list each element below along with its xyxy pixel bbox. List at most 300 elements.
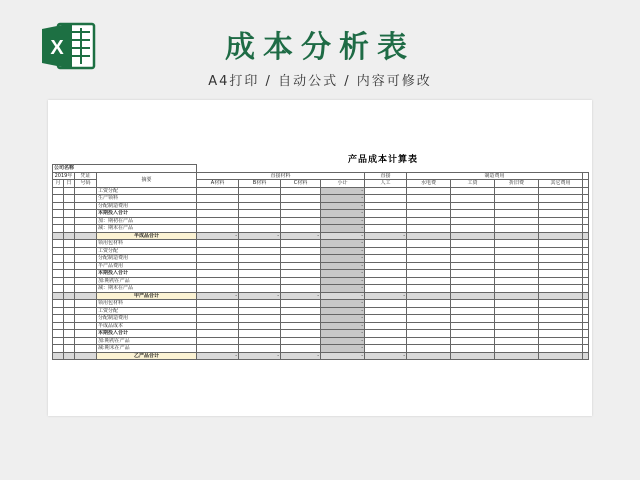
table-cell: [64, 195, 75, 203]
table-cell: [53, 232, 64, 240]
table-row: [53, 330, 589, 338]
total-label: 乙产品合计: [97, 352, 197, 360]
table-cell: [197, 330, 239, 338]
table-cell: [583, 202, 589, 210]
table-cell: [64, 210, 75, 218]
table-cell: [365, 247, 407, 255]
row-label: 加：期初在产品: [97, 217, 197, 225]
table-cell: [281, 240, 321, 248]
table-cell: [583, 285, 589, 293]
table-cell: [53, 322, 64, 330]
row-label: 分配制造费用: [97, 315, 197, 323]
table-cell: [365, 307, 407, 315]
table-cell: [281, 345, 321, 353]
table-cell: [281, 307, 321, 315]
table-cell: [281, 315, 321, 323]
row-label: 分配制造费用: [97, 202, 197, 210]
table-cell: [239, 307, 281, 315]
subtotal-cell: -: [321, 247, 365, 255]
table-cell: [365, 315, 407, 323]
table-row: [53, 195, 589, 203]
table-cell: [407, 352, 451, 360]
table-cell: [539, 337, 583, 345]
table-cell: [365, 277, 407, 285]
total-row: [53, 232, 589, 240]
table-cell: [407, 315, 451, 323]
table-cell: [64, 315, 75, 323]
table-cell: [583, 195, 589, 203]
table-cell: [583, 255, 589, 263]
table-cell: [539, 202, 583, 210]
table-cell: [451, 307, 495, 315]
table-cell: [281, 330, 321, 338]
table-cell: [281, 277, 321, 285]
row-label: 生产领料: [97, 195, 197, 203]
table-cell: [451, 225, 495, 233]
table-cell: [495, 187, 539, 195]
table-cell: [64, 225, 75, 233]
total-cell: -: [365, 232, 407, 240]
table-cell: [495, 210, 539, 218]
table-cell: [495, 225, 539, 233]
total-cell: -: [365, 352, 407, 360]
table-cell: [281, 337, 321, 345]
row-label: 减：期末在产品: [97, 285, 197, 293]
table-cell: [495, 240, 539, 248]
total-label: 甲产品合计: [97, 292, 197, 300]
table-row: [53, 277, 589, 285]
total-cell: -: [239, 232, 281, 240]
table-cell: [407, 345, 451, 353]
subtotal-cell: -: [321, 187, 365, 195]
table-cell: [451, 217, 495, 225]
table-cell: [75, 255, 97, 263]
table-cell: [539, 225, 583, 233]
table-cell: [64, 322, 75, 330]
table-cell: [451, 330, 495, 338]
table-cell: [583, 337, 589, 345]
table-cell: [53, 307, 64, 315]
table-cell: [495, 315, 539, 323]
table-cell: [64, 277, 75, 285]
table-cell: [75, 307, 97, 315]
table-cell: [365, 202, 407, 210]
table-cell: [407, 270, 451, 278]
table-cell: [365, 187, 407, 195]
table-cell: [281, 285, 321, 293]
table-cell: [197, 307, 239, 315]
table-row: [53, 255, 589, 263]
table-cell: [239, 337, 281, 345]
subtotal-cell: -: [321, 337, 365, 345]
subtotal-cell: -: [321, 255, 365, 263]
row-label: 本期投入合计: [97, 330, 197, 338]
header-voucher-1: 凭证: [75, 172, 97, 180]
total-cell: -: [365, 292, 407, 300]
table-cell: [583, 277, 589, 285]
table-cell: [539, 270, 583, 278]
table-cell: [53, 210, 64, 218]
table-cell: [281, 255, 321, 263]
table-cell: [75, 270, 97, 278]
table-cell: [539, 315, 583, 323]
header-day: 日: [64, 180, 75, 188]
table-cell: [239, 225, 281, 233]
header-material-b: B材料: [239, 180, 281, 188]
table-cell: [64, 300, 75, 308]
table-cell: [75, 247, 97, 255]
table-cell: [365, 210, 407, 218]
row-label: 加:期初在产品: [97, 277, 197, 285]
table-cell: [539, 210, 583, 218]
total-cell: -: [321, 292, 365, 300]
table-cell: [197, 202, 239, 210]
table-cell: [407, 247, 451, 255]
table-cell: [365, 300, 407, 308]
table-cell: [197, 337, 239, 345]
table-cell: [451, 247, 495, 255]
table-cell: [239, 330, 281, 338]
table-cell: [53, 352, 64, 360]
table-cell: [64, 255, 75, 263]
row-label: 半产品费用: [97, 262, 197, 270]
table-cell: [495, 247, 539, 255]
table-cell: [407, 330, 451, 338]
subtotal-cell: -: [321, 225, 365, 233]
table-cell: [407, 217, 451, 225]
table-cell: [583, 247, 589, 255]
cost-table: [52, 164, 589, 360]
table-cell: [583, 262, 589, 270]
page-title: 成本分析表: [225, 30, 415, 65]
table-row: [53, 270, 589, 278]
table-cell: [64, 187, 75, 195]
table-cell: [495, 292, 539, 300]
table-cell: [495, 262, 539, 270]
table-cell: [539, 187, 583, 195]
table-cell: [53, 285, 64, 293]
table-cell: [365, 217, 407, 225]
table-cell: [407, 195, 451, 203]
table-cell: [53, 277, 64, 285]
table-cell: [53, 240, 64, 248]
table-cell: [197, 285, 239, 293]
table-cell: [75, 277, 97, 285]
sheet-title: 产品成本计算表: [348, 155, 419, 165]
table-cell: [495, 300, 539, 308]
table-cell: [495, 270, 539, 278]
table-cell: [197, 262, 239, 270]
table-cell: [239, 285, 281, 293]
header-subtotal: 小计: [321, 180, 365, 188]
table-row: [53, 307, 589, 315]
table-cell: [75, 352, 97, 360]
table-cell: [53, 270, 64, 278]
year-label: 2019年: [53, 172, 75, 180]
table-cell: [539, 322, 583, 330]
header-summary: 摘要: [97, 172, 197, 187]
table-cell: [239, 217, 281, 225]
table-cell: [281, 225, 321, 233]
table-cell: [495, 217, 539, 225]
table-row: [53, 225, 589, 233]
table-cell: [583, 330, 589, 338]
table-cell: [407, 240, 451, 248]
table-cell: [495, 285, 539, 293]
table-cell: [583, 232, 589, 240]
table-cell: [197, 225, 239, 233]
total-cell: -: [281, 352, 321, 360]
table-cell: [64, 240, 75, 248]
table-cell: [239, 210, 281, 218]
table-row: [53, 217, 589, 225]
table-cell: [583, 315, 589, 323]
table-cell: [53, 330, 64, 338]
table-row: [53, 337, 589, 345]
table-cell: [239, 277, 281, 285]
subtotal-cell: -: [321, 315, 365, 323]
table-cell: [583, 240, 589, 248]
table-cell: [495, 330, 539, 338]
table-cell: [583, 300, 589, 308]
table-cell: [583, 307, 589, 315]
header-direct-material: 直接材料: [197, 172, 365, 180]
table-cell: [365, 337, 407, 345]
table-cell: [583, 270, 589, 278]
header-direct-labor-1: 直接: [365, 172, 407, 180]
table-cell: [407, 300, 451, 308]
table-cell: [365, 345, 407, 353]
table-cell: [239, 255, 281, 263]
table-cell: [53, 195, 64, 203]
header-voucher-2: 号码: [75, 180, 97, 188]
table-cell: [451, 262, 495, 270]
table-cell: [281, 270, 321, 278]
table-cell: [407, 285, 451, 293]
table-cell: [75, 262, 97, 270]
table-cell: [53, 300, 64, 308]
table-cell: [197, 210, 239, 218]
table-cell: [239, 187, 281, 195]
total-cell: -: [197, 232, 239, 240]
table-cell: [365, 240, 407, 248]
table-cell: [451, 187, 495, 195]
table-cell: [407, 277, 451, 285]
table-cell: [451, 337, 495, 345]
table-cell: [53, 217, 64, 225]
table-cell: [539, 285, 583, 293]
table-cell: [583, 187, 589, 195]
table-cell: [539, 300, 583, 308]
table-cell: [64, 285, 75, 293]
table-row: [53, 345, 589, 353]
table-cell: [451, 202, 495, 210]
table-cell: [539, 262, 583, 270]
subtotal-cell: -: [321, 285, 365, 293]
table-cell: [495, 337, 539, 345]
table-cell: [365, 255, 407, 263]
table-cell: [64, 217, 75, 225]
table-cell: [495, 232, 539, 240]
table-cell: [75, 345, 97, 353]
table-row: [53, 322, 589, 330]
header-water-electricity: 水电费: [407, 180, 451, 188]
table-cell: [75, 217, 97, 225]
header-depreciation: 折旧费: [495, 180, 539, 188]
table-cell: [281, 262, 321, 270]
table-cell: [407, 187, 451, 195]
table-cell: [75, 240, 97, 248]
subtotal-cell: -: [321, 240, 365, 248]
table-cell: [451, 315, 495, 323]
table-cell: [64, 262, 75, 270]
table-cell: [451, 292, 495, 300]
table-cell: [64, 330, 75, 338]
table-cell: [451, 195, 495, 203]
table-cell: [197, 240, 239, 248]
table-cell: [75, 195, 97, 203]
table-cell: [53, 315, 64, 323]
table-cell: [407, 337, 451, 345]
row-label: 本期投入合计: [97, 270, 197, 278]
table-cell: [451, 270, 495, 278]
table-cell: [197, 322, 239, 330]
row-label: 工资分配: [97, 307, 197, 315]
table-cell: [281, 202, 321, 210]
total-row: [53, 292, 589, 300]
table-cell: [281, 187, 321, 195]
subtotal-cell: -: [321, 345, 365, 353]
table-cell: [281, 322, 321, 330]
subtotal-cell: -: [321, 277, 365, 285]
table-cell: [75, 300, 97, 308]
table-cell: [407, 232, 451, 240]
subtotal-cell: -: [321, 300, 365, 308]
table-cell: [239, 315, 281, 323]
table-cell: [239, 300, 281, 308]
table-cell: [451, 300, 495, 308]
table-cell: [53, 255, 64, 263]
table-cell: [64, 270, 75, 278]
row-label: 半成品成本: [97, 322, 197, 330]
table-cell: [53, 202, 64, 210]
table-cell: [539, 345, 583, 353]
table-cell: [239, 240, 281, 248]
table-cell: [407, 255, 451, 263]
table-cell: [451, 232, 495, 240]
table-cell: [197, 247, 239, 255]
table-cell: [495, 307, 539, 315]
spreadsheet-preview: [48, 100, 592, 416]
table-cell: [407, 292, 451, 300]
table-cell: [583, 292, 589, 300]
table-cell: [64, 202, 75, 210]
subtotal-cell: -: [321, 202, 365, 210]
table-cell: [75, 315, 97, 323]
table-cell: [451, 210, 495, 218]
table-cell: [539, 352, 583, 360]
table-cell: [407, 307, 451, 315]
table-cell: [583, 210, 589, 218]
table-cell: [197, 315, 239, 323]
table-cell: [53, 187, 64, 195]
total-cell: -: [239, 352, 281, 360]
table-cell: [583, 225, 589, 233]
table-cell: [197, 277, 239, 285]
table-cell: [53, 247, 64, 255]
table-cell: [407, 225, 451, 233]
table-cell: [281, 195, 321, 203]
table-cell: [197, 187, 239, 195]
table-cell: [495, 345, 539, 353]
table-cell: [539, 195, 583, 203]
total-row: [53, 352, 589, 360]
table-cell: [64, 232, 75, 240]
table-cell: [407, 202, 451, 210]
table-cell: [75, 232, 97, 240]
table-cell: [197, 270, 239, 278]
total-cell: -: [239, 292, 281, 300]
table-cell: [64, 345, 75, 353]
row-label: 领用包材料: [97, 240, 197, 248]
header-manufacturing-cost: 制造费用: [407, 172, 583, 180]
table-cell: [407, 262, 451, 270]
subtotal-cell: -: [321, 307, 365, 315]
table-cell: [239, 270, 281, 278]
total-cell: -: [281, 292, 321, 300]
table-cell: [495, 352, 539, 360]
table-cell: [495, 277, 539, 285]
subtotal-cell: -: [321, 195, 365, 203]
table-cell: [75, 292, 97, 300]
table-cell: [407, 210, 451, 218]
table-cell: [495, 322, 539, 330]
row-label: 工资分配: [97, 187, 197, 195]
table-cell: [53, 345, 64, 353]
table-cell: [281, 247, 321, 255]
table-row: [53, 285, 589, 293]
table-cell: [64, 247, 75, 255]
total-cell: -: [321, 232, 365, 240]
table-cell: [75, 202, 97, 210]
table-cell: [451, 255, 495, 263]
page-subtitle: A4打印 / 自动公式 / 内容可修改: [208, 74, 432, 89]
table-cell: [583, 352, 589, 360]
table-cell: [451, 277, 495, 285]
table-row: [53, 247, 589, 255]
table-cell: [197, 345, 239, 353]
row-label: 分配制造费用: [97, 255, 197, 263]
table-cell: [281, 300, 321, 308]
table-row: [53, 315, 589, 323]
table-cell: [365, 195, 407, 203]
table-cell: [239, 247, 281, 255]
table-cell: [583, 217, 589, 225]
table-row: [53, 262, 589, 270]
table-cell: [495, 255, 539, 263]
table-cell: [64, 337, 75, 345]
table-cell: [281, 210, 321, 218]
table-row: [53, 240, 589, 248]
table-cell: [451, 240, 495, 248]
banner: [0, 0, 640, 100]
table-cell: [539, 255, 583, 263]
table-cell: [281, 217, 321, 225]
company-label: 公司名称: [53, 165, 197, 173]
table-cell: [239, 262, 281, 270]
table-cell: [53, 262, 64, 270]
table-row: [53, 187, 589, 195]
